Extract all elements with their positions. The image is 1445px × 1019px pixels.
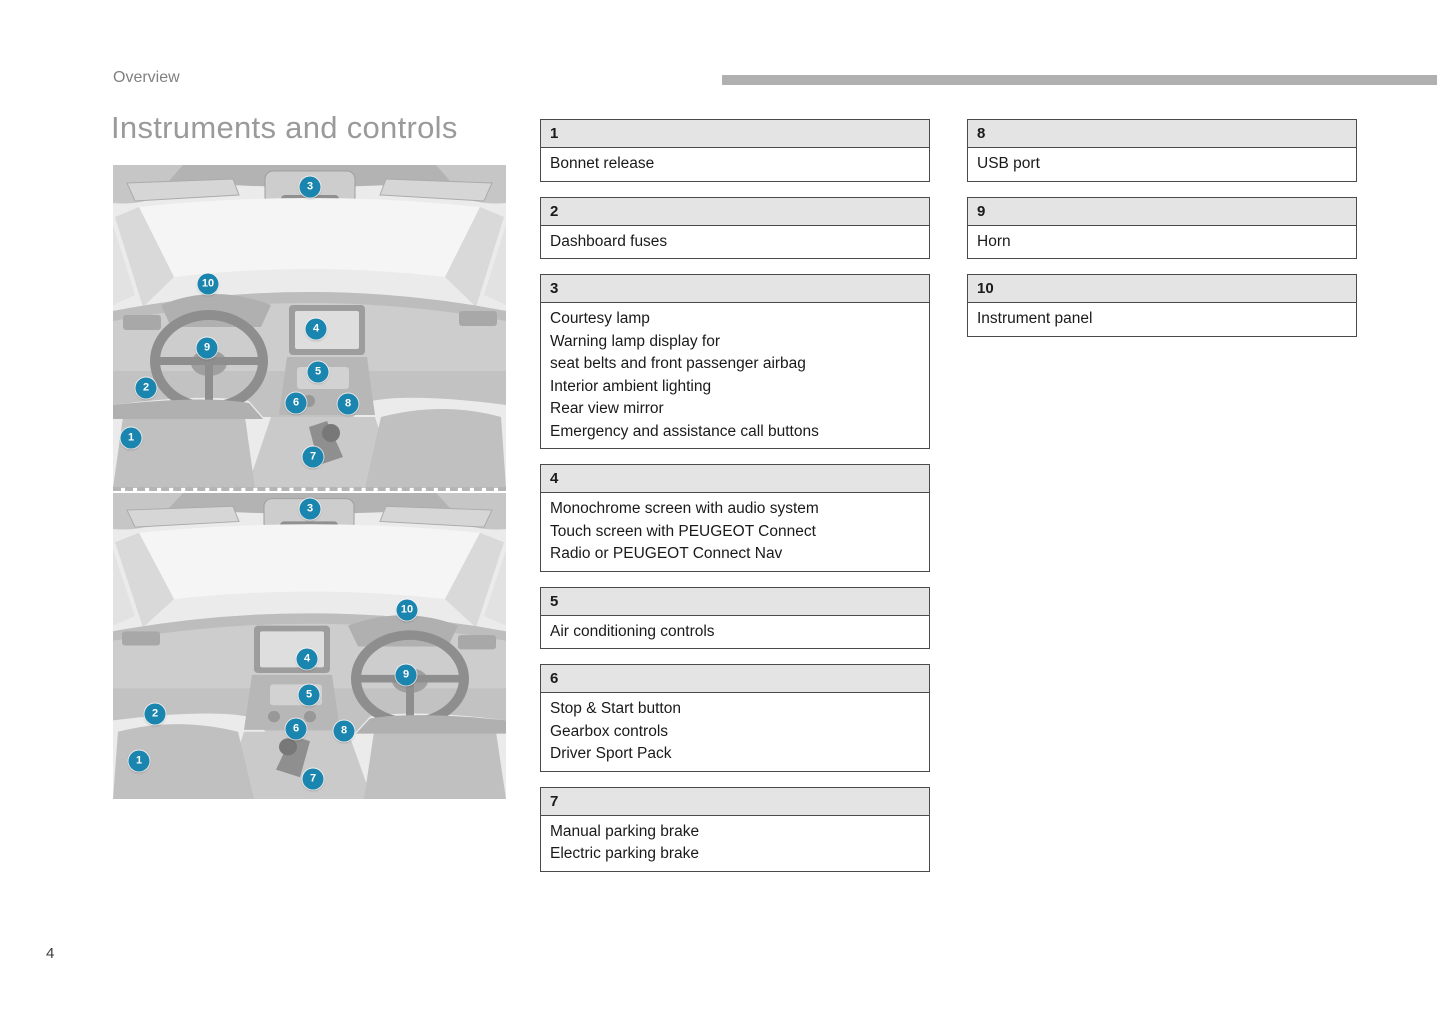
legend-line: seat belts and front passenger airbag (550, 355, 806, 372)
callout-3: 3 (300, 177, 321, 198)
callout-8: 8 (338, 394, 359, 415)
callout-1: 1 (129, 751, 150, 772)
legend-item-7 (540, 787, 930, 872)
legend-item-body (540, 302, 930, 449)
dashboard-diagram (113, 165, 506, 800)
legend-item-body (540, 147, 930, 182)
legend-item-number: 1 (540, 119, 930, 148)
dashboard-illustration-top (113, 165, 506, 488)
legend-item-3 (540, 274, 930, 449)
section-header: Overview (113, 69, 180, 86)
legend-item-number: 2 (540, 197, 930, 226)
legend-line: Emergency and assistance call buttons (550, 422, 819, 440)
legend-item-number: 6 (540, 664, 930, 693)
legend-line: Touch screen with PEUGEOT Connect (550, 522, 816, 540)
legend-item-2 (540, 197, 930, 260)
callout-10: 10 (198, 274, 219, 295)
diagram-divider (113, 487, 506, 491)
callout-5: 5 (299, 685, 320, 706)
callout-2: 2 (145, 704, 166, 725)
legend-item-6 (540, 664, 930, 772)
legend-line: Courtesy lamp (550, 310, 650, 327)
legend-item-body (967, 302, 1357, 337)
passenger-seat (365, 409, 506, 488)
legend-item-number: 4 (540, 464, 930, 493)
legend-item-number: 10 (967, 274, 1357, 303)
legend-item-body (967, 147, 1357, 182)
callout-9: 9 (396, 665, 417, 686)
callout-7: 7 (303, 447, 324, 468)
legend-line: Dashboard fuses (550, 232, 668, 250)
legend-item-body (540, 492, 930, 572)
callout-8: 8 (334, 721, 355, 742)
windshield (139, 524, 480, 599)
legend-line: Horn (977, 232, 1011, 250)
callout-4: 4 (306, 319, 327, 340)
dashboard-illustration-bottom (113, 493, 506, 799)
callout-2: 2 (136, 378, 157, 399)
callout-5: 5 (308, 362, 329, 383)
driver-seat (113, 408, 255, 488)
legend-item-number: 9 (967, 197, 1357, 226)
legend-item-number: 5 (540, 587, 930, 616)
legend-item-body (540, 692, 930, 772)
legend-line: Gearbox controls (550, 722, 669, 740)
legend-line: Bonnet release (550, 155, 655, 172)
legend-line: Warning lamp display for (550, 332, 720, 350)
legend-line: Driver Sport Pack (550, 745, 672, 762)
legend-item-number: 3 (540, 274, 930, 303)
legend-item-body (967, 225, 1357, 260)
windshield (139, 198, 480, 277)
callout-1: 1 (121, 428, 142, 449)
legend-item-4 (540, 464, 930, 572)
dashboard-drawing-rhd (113, 493, 506, 799)
legend-column-right (967, 119, 1357, 352)
callout-7: 7 (303, 769, 324, 790)
legend-line: Stop & Start button (550, 700, 681, 717)
callout-6: 6 (286, 719, 307, 740)
legend-item-number: 8 (967, 119, 1357, 148)
callout-6: 6 (286, 393, 307, 414)
callout-3: 3 (300, 499, 321, 520)
legend-line: Instrument panel (977, 310, 1093, 327)
legend-item-number: 7 (540, 787, 930, 816)
legend-item-9 (967, 197, 1357, 260)
legend-line: Radio or PEUGEOT Connect Nav (550, 545, 783, 562)
legend-item-10 (967, 274, 1357, 337)
legend-line: Interior ambient lighting (550, 377, 712, 395)
legend-item-5 (540, 587, 930, 650)
legend-item-1 (540, 119, 930, 182)
legend-line: Manual parking brake (550, 822, 700, 840)
legend-column-left (540, 119, 930, 887)
legend-item-body (540, 815, 930, 872)
legend-item-body (540, 225, 930, 260)
legend-line: Monochrome screen with audio system (550, 500, 819, 517)
legend-item-body (540, 615, 930, 650)
legend-item-8 (967, 119, 1357, 182)
callout-10: 10 (397, 600, 418, 621)
page-number: 4 (46, 945, 55, 962)
callout-4: 4 (297, 649, 318, 670)
legend-line: Rear view mirror (550, 400, 664, 417)
legend-line: Air conditioning controls (550, 622, 715, 640)
legend-line: USB port (977, 155, 1040, 172)
page-title: Instruments and controls (111, 110, 458, 145)
callout-9: 9 (197, 338, 218, 359)
legend-line: Electric parking brake (550, 845, 700, 862)
header-accent-bar (722, 75, 1437, 85)
